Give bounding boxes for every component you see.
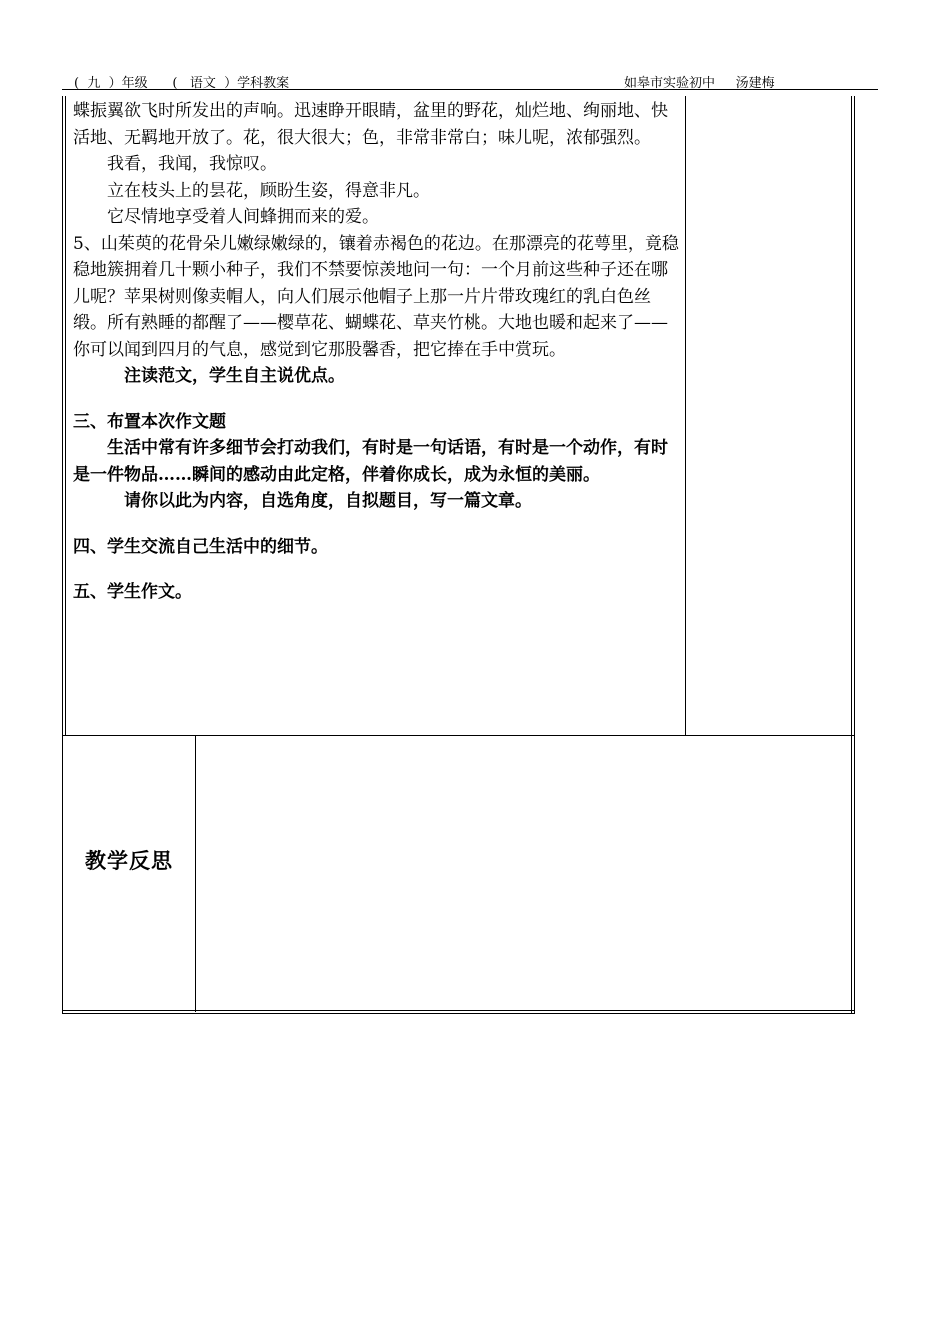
- paragraph-shanzhuyu: 5、山茱萸的花骨朵儿嫩绿嫩绿的，镶着赤褐色的花边。在那漂亮的花萼里，竟稳稳地簇拥着几十颗小种子，我们不禁要惊羡地问一句：一个月前这些种子还在哪儿呢？苹果树则像卖帽人，向人们展示他帽子上那一片片带玫瑰红的乳白色丝缎。所有熟睡的都醒了——樱草花、蝴蝶花、草夹竹桃。大地也暖和起来了——你可以闻到四月的气息，感觉到它那股馨香，把它捧在手中赏玩。: [73, 233, 679, 360]
- header-school-teacher: 如皋市实验初中 汤建梅: [624, 76, 775, 91]
- paragraph-tanhua: 蝶振翼欲飞时所发出的声响。迅速睁开眼睛，盆里的野花，灿烂地、绚丽地、快活地、无羁地开放了。花，很大很大；色，非常非常白；味儿呢，浓郁强烈。: [73, 101, 668, 148]
- section3-title: 三、布置本次作文题: [73, 411, 226, 432]
- reflection-area: [196, 736, 851, 1010]
- header-grade-subject: ( 九 ）年级 ( 语文 ）学科教案: [74, 76, 290, 91]
- header-rule: [62, 89, 878, 90]
- paragraph-note: 注读范文，学生自主说优点。: [124, 366, 345, 386]
- section3-text: 生活中常有许多细节会打动我们，有时是一句话语，有时是一个动作，有时是一件物品……瞬间的感动由此定格，伴着你成长，成为永恒的美丽。: [73, 438, 668, 485]
- section3-task: 请你以此为内容，自选角度，自拟题目，写一篇文章。: [124, 491, 532, 511]
- section4-title: 四、学生交流自己生活中的细节。: [73, 536, 328, 557]
- reflection-label: 教学反思: [85, 848, 173, 873]
- page-header: [74, 70, 878, 90]
- paragraph-litzai: 立在枝头上的昙花，顾盼生姿，得意非凡。: [107, 180, 430, 201]
- section5-title: 五、学生作文。: [73, 582, 192, 602]
- paragraph-tajinqing: 它尽情地享受着人间蜂拥而来的爱。: [107, 207, 379, 227]
- lesson-content: [73, 98, 679, 606]
- paragraph-wokan: 我看，我闻，我惊叹。: [107, 154, 277, 174]
